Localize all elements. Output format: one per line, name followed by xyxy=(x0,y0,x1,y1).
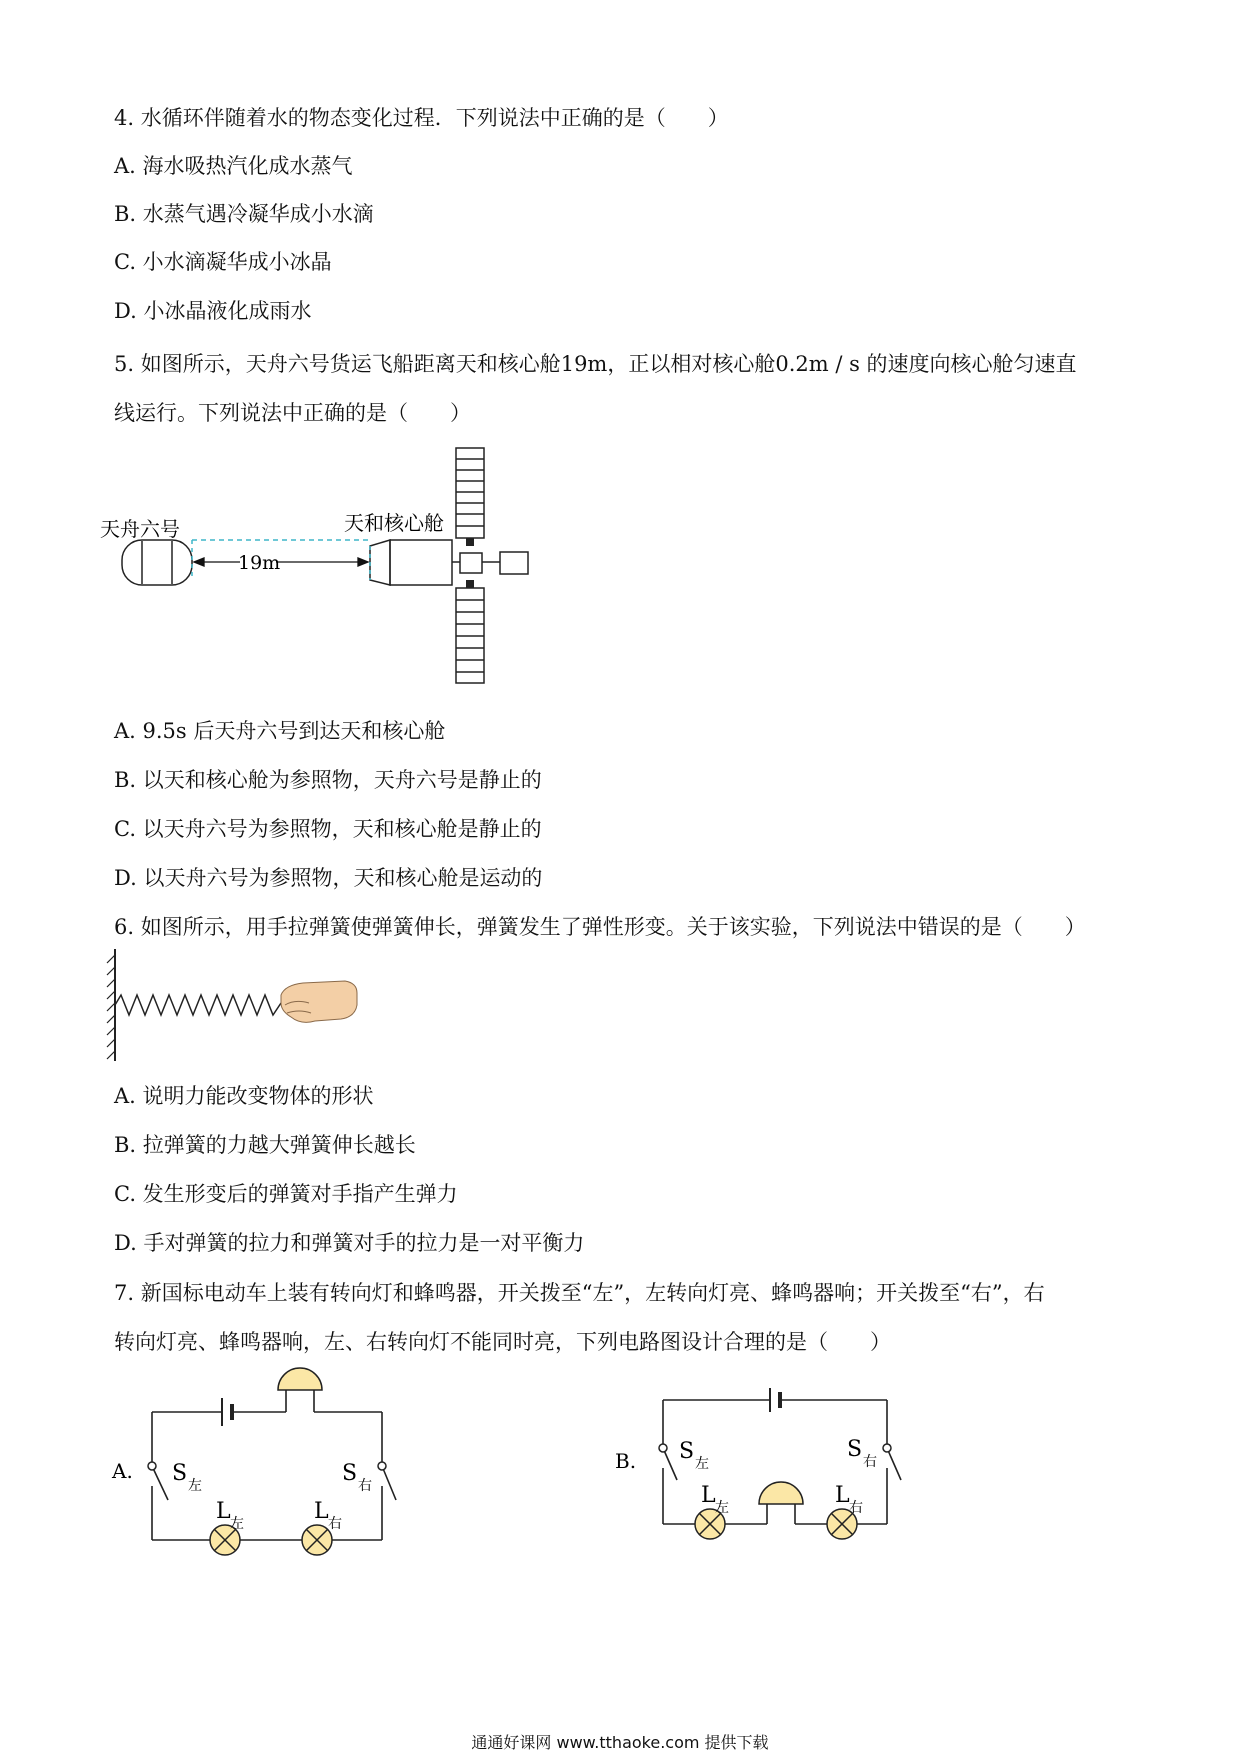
lamp-left-label: L xyxy=(216,1499,231,1524)
wall-hatching xyxy=(107,955,115,1059)
tianzhou-label: 天舟六号 xyxy=(100,517,180,541)
q4-option-a: A. 海水吸热汽化成水蒸气 xyxy=(114,154,353,178)
solar-panel-top xyxy=(456,448,484,538)
q6-option-b: B. 拉弹簧的力越大弹簧伸长越长 xyxy=(114,1133,416,1157)
core-module-nose xyxy=(370,540,390,585)
lamp-left-subscript: 左 xyxy=(715,1500,729,1516)
q6-stem: 6. 如图所示，用手拉弹簧使弹簧伸长，弹簧发生了弹性形变。关于该实验，下列说法中错误的是（ ） xyxy=(114,915,1086,939)
distance-label: 19m xyxy=(238,552,281,574)
distance-arrow xyxy=(194,558,368,566)
lamp-right-label: L xyxy=(835,1483,850,1508)
battery xyxy=(770,1388,780,1412)
option-a-label: A. xyxy=(112,1459,133,1483)
q4-option-c: C. 小水滴凝华成小冰晶 xyxy=(114,250,332,274)
lamp-left-subscript: 左 xyxy=(230,1516,244,1532)
spring xyxy=(115,995,281,1015)
tianzhou-spacecraft xyxy=(122,540,192,585)
q7-stem-line2: 转向灯亮、蜂鸣器响，左、右转向灯不能同时亮，下列电路图设计合理的是（ ） xyxy=(114,1330,891,1354)
switch-left-blade xyxy=(152,1466,168,1500)
switch-right-label: S xyxy=(847,1437,863,1462)
switch-left-subscript: 左 xyxy=(695,1456,709,1472)
switch-left-blade xyxy=(663,1448,677,1480)
core-module-body xyxy=(390,540,452,585)
q5-option-d: D. 以天舟六号为参照物，天和核心舱是运动的 xyxy=(114,866,543,890)
spring-hand-diagram xyxy=(105,945,365,1065)
switch-right-blade xyxy=(887,1448,901,1480)
hand-icon xyxy=(281,981,357,1022)
option-b-label: B. xyxy=(615,1449,637,1473)
battery xyxy=(222,1398,232,1426)
switch-right-label: S xyxy=(342,1461,358,1486)
switch-left-label: S xyxy=(679,1439,695,1464)
footer: 通通好课网 www.tthaoke.com 提供下载 xyxy=(471,1733,769,1752)
q5-stem-line2: 线运行。下列说法中正确的是（ ） xyxy=(114,401,471,425)
q4-option-d: D. 小冰晶液化成雨水 xyxy=(114,299,312,323)
switch-right-blade xyxy=(382,1466,396,1500)
q5-option-b: B. 以天和核心舱为参照物，天舟六号是静止的 xyxy=(114,768,542,792)
q7-stem-line1: 7. 新国标电动车上装有转向灯和蜂鸣器，开关拨至“左”，左转向灯亮、蜂鸣器响；开关拨至“右”，右 xyxy=(114,1281,1045,1305)
buzzer xyxy=(759,1482,803,1504)
core-module-label: 天和核心舱 xyxy=(344,511,444,535)
spacecraft-docking-diagram xyxy=(100,440,560,685)
q5-option-a: A. 9.5s 后天舟六号到达天和核心舱 xyxy=(114,719,446,743)
switch-left-subscript: 左 xyxy=(188,1478,202,1494)
lamp-left-label: L xyxy=(701,1483,716,1508)
q4-stem: 4. 水循环伴随着水的物态变化过程．下列说法中正确的是（ ） xyxy=(114,106,729,130)
q6-option-a: A. 说明力能改变物体的形状 xyxy=(114,1084,374,1108)
switch-left-label: S xyxy=(172,1461,188,1486)
solar-panel-bottom xyxy=(456,588,484,683)
q6-option-c: C. 发生形变后的弹簧对手指产生弹力 xyxy=(114,1182,458,1206)
q5-option-c: C. 以天舟六号为参照物，天和核心舱是静止的 xyxy=(114,817,542,841)
switch-right-subscript: 右 xyxy=(863,1454,877,1470)
buzzer xyxy=(278,1368,322,1390)
circuit-b xyxy=(615,1372,925,1562)
circuit-a xyxy=(110,1360,410,1560)
q5-stem-line1: 5. 如图所示，天舟六号货运飞船距离天和核心舱19m，正以相对核心舱0.2m / s 的速度向核心舱匀速直 xyxy=(114,352,1077,376)
q6-option-d: D. 手对弹簧的拉力和弹簧对手的拉力是一对平衡力 xyxy=(114,1231,585,1255)
lamp-right-label: L xyxy=(314,1499,329,1524)
q4-option-b: B. 水蒸气遇冷凝华成小水滴 xyxy=(114,202,374,226)
lamp-right-subscript: 右 xyxy=(849,1500,863,1516)
lamp-right-subscript: 右 xyxy=(328,1516,342,1532)
switch-right-subscript: 右 xyxy=(358,1478,372,1494)
